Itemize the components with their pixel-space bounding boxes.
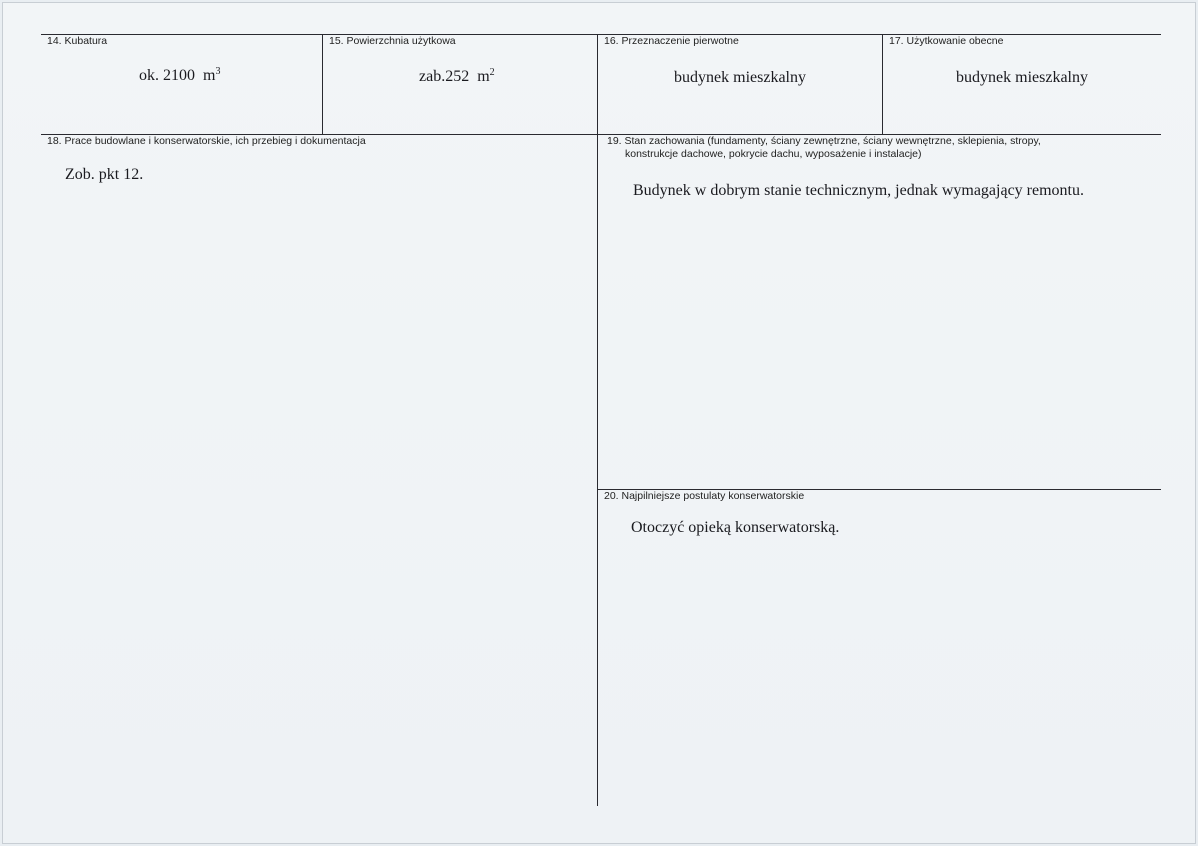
field-16-value: budynek mieszkalny — [674, 69, 806, 86]
field-16-label: 16. Przeznaczenie pierwotne — [604, 35, 739, 47]
field-14-label: 14. Kubatura — [47, 35, 108, 47]
field-19-label-line2: konstrukcje dachowe, pokrycie dachu, wyposażenie i instalacje) — [625, 148, 922, 160]
col-divider-2 — [597, 34, 598, 806]
col-divider-1 — [322, 34, 323, 134]
field-15-value — [419, 67, 495, 87]
field-15-number: zab.252 — [419, 68, 470, 85]
field-19-label-line1: 19. Stan zachowania (fundamenty, ściany zewnętrzne, ściany wewnętrzne, sklepienia, stropy, — [607, 135, 1041, 147]
field-17-label: 17. Użytkowanie obecne — [889, 35, 1004, 47]
field-14-value — [139, 66, 220, 86]
field-17-value: budynek mieszkalny — [956, 69, 1088, 86]
field-20-label: 20. Najpilniejsze postulaty konserwatorskie — [604, 490, 805, 502]
field-14-number: ok. 2100 — [139, 67, 195, 84]
field-19-value: Budynek w dobrym stanie technicznym, jednak wymagający remontu. — [633, 182, 1084, 199]
field-18-value: Zob. pkt 12. — [65, 166, 144, 183]
field-15-label: 15. Powierzchnia użytkowa — [329, 35, 456, 47]
field-18-label: 18. Prace budowlane i konserwatorskie, ich przebieg i dokumentacja — [47, 135, 366, 147]
field-14-unit: $m^3$ — [203, 66, 221, 84]
inventory-card — [2, 2, 1196, 844]
field-15-unit: $m^2$ — [477, 67, 495, 85]
field-15-exponent: 2 — [489, 67, 495, 78]
field-14-exponent: 3 — [215, 66, 221, 77]
field-20-value: Otoczyć opieką konserwatorską. — [631, 519, 840, 536]
